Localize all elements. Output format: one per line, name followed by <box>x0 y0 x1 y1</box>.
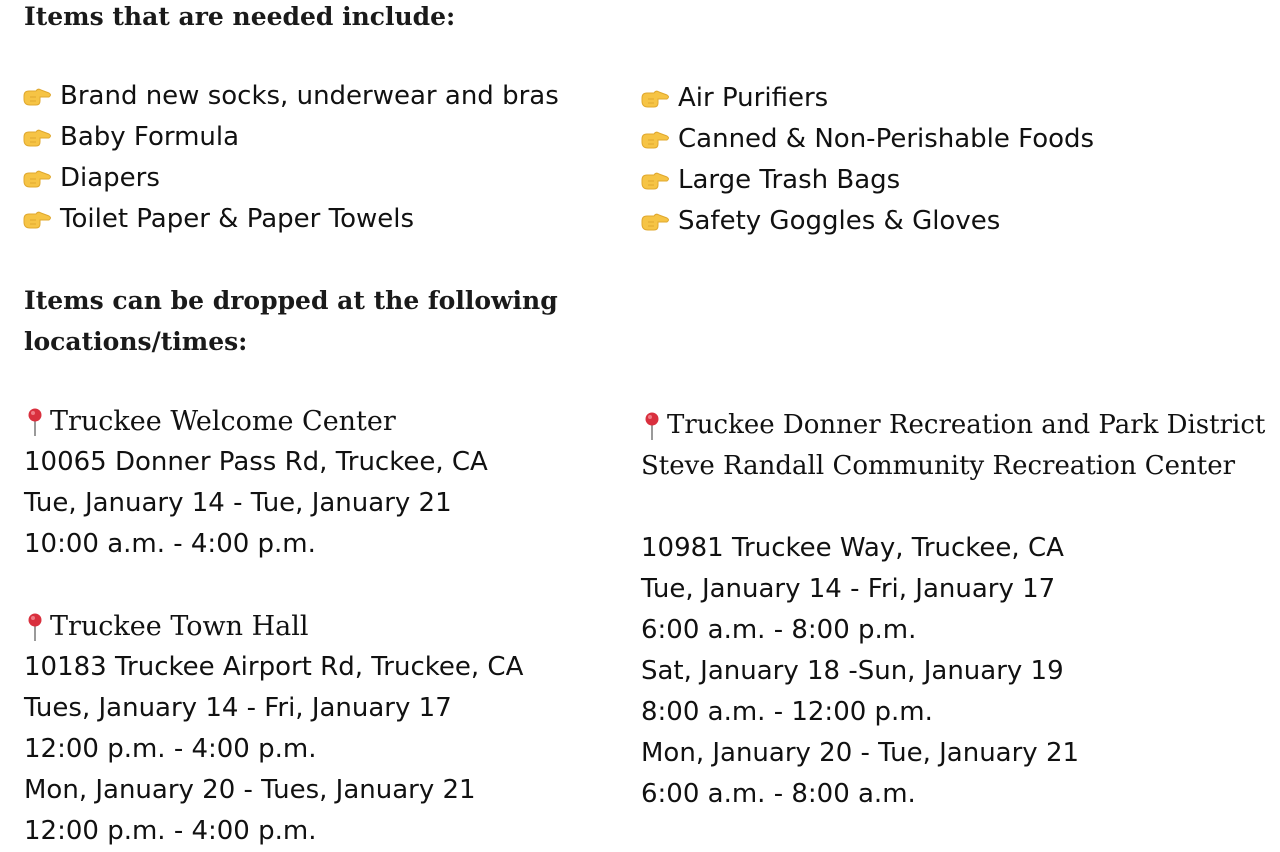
needed-items-right <box>640 78 1094 242</box>
location-hours: 12:00 p.m. - 4:00 p.m. <box>24 734 317 764</box>
location-address: 10065 Donner Pass Rd, Truckee, CA <box>24 447 488 477</box>
list-item <box>22 158 559 199</box>
location-town-hall <box>24 606 523 852</box>
location-dates: Mon, January 20 - Tue, January 21 <box>641 738 1080 768</box>
pointing-hand-icon <box>640 169 670 193</box>
list-item <box>640 201 1094 242</box>
location-recreation-center <box>641 405 1265 815</box>
pointing-hand-icon <box>22 126 52 150</box>
location-name-line2: Steve Randall Community Recreation Center <box>641 451 1236 481</box>
dropoff-heading <box>24 280 558 362</box>
location-dates: Mon, January 20 - Tues, January 21 <box>24 775 476 805</box>
list-item-label: Canned & Non-Perishable Foods <box>678 124 1095 154</box>
list-item <box>22 76 559 117</box>
location-dates: Tue, January 14 - Tue, January 21 <box>24 488 452 518</box>
list-item-label: Safety Goggles & Gloves <box>678 206 1001 236</box>
list-item <box>22 117 559 158</box>
location-hours: 8:00 a.m. - 12:00 p.m. <box>641 697 933 727</box>
pointing-hand-icon <box>22 208 52 232</box>
list-item-label: Diapers <box>60 163 160 193</box>
location-name <box>641 405 1265 446</box>
list-item-label: Toilet Paper & Paper Towels <box>60 204 415 234</box>
round-pushpin-icon <box>24 612 46 642</box>
location-name <box>24 401 488 442</box>
round-pushpin-icon <box>641 411 663 441</box>
location-name-text: Truckee Town Hall <box>50 611 309 642</box>
location-hours: 6:00 a.m. - 8:00 a.m. <box>641 779 916 809</box>
pointing-hand-icon <box>22 167 52 191</box>
dropoff-heading-line1: Items can be dropped at the following <box>24 286 558 315</box>
list-item <box>640 160 1094 201</box>
location-welcome-center <box>24 401 488 565</box>
spacer <box>641 487 1265 528</box>
location-hours: 10:00 a.m. - 4:00 p.m. <box>24 529 316 559</box>
round-pushpin-icon <box>24 407 46 437</box>
list-item <box>640 119 1094 160</box>
location-name <box>24 606 523 647</box>
needed-items-left <box>22 76 559 240</box>
location-name-text: Truckee Welcome Center <box>50 406 396 437</box>
location-hours: 6:00 a.m. - 8:00 p.m. <box>641 615 917 645</box>
list-item-label: Brand new socks, underwear and bras <box>60 81 559 111</box>
location-address: 10981 Truckee Way, Truckee, CA <box>641 533 1064 563</box>
location-address: 10183 Truckee Airport Rd, Truckee, CA <box>24 652 524 682</box>
pointing-hand-icon <box>640 210 670 234</box>
needed-heading: Items that are needed include: <box>24 2 456 31</box>
pointing-hand-icon <box>640 87 670 111</box>
list-item-label: Baby Formula <box>60 122 240 152</box>
location-dates: Tue, January 14 - Fri, January 17 <box>641 574 1056 604</box>
list-item <box>640 78 1094 119</box>
pointing-hand-icon <box>640 128 670 152</box>
location-hours: 12:00 p.m. - 4:00 p.m. <box>24 816 317 846</box>
list-item-label: Air Purifiers <box>678 83 829 113</box>
list-item <box>22 199 559 240</box>
list-item-label: Large Trash Bags <box>678 165 901 195</box>
location-name-text: Truckee Donner Recreation and Park District <box>667 410 1266 440</box>
pointing-hand-icon <box>22 85 52 109</box>
location-dates: Sat, January 18 -Sun, January 19 <box>641 656 1064 686</box>
dropoff-heading-line2: locations/times: <box>24 327 248 356</box>
location-dates: Tues, January 14 - Fri, January 17 <box>24 693 452 723</box>
